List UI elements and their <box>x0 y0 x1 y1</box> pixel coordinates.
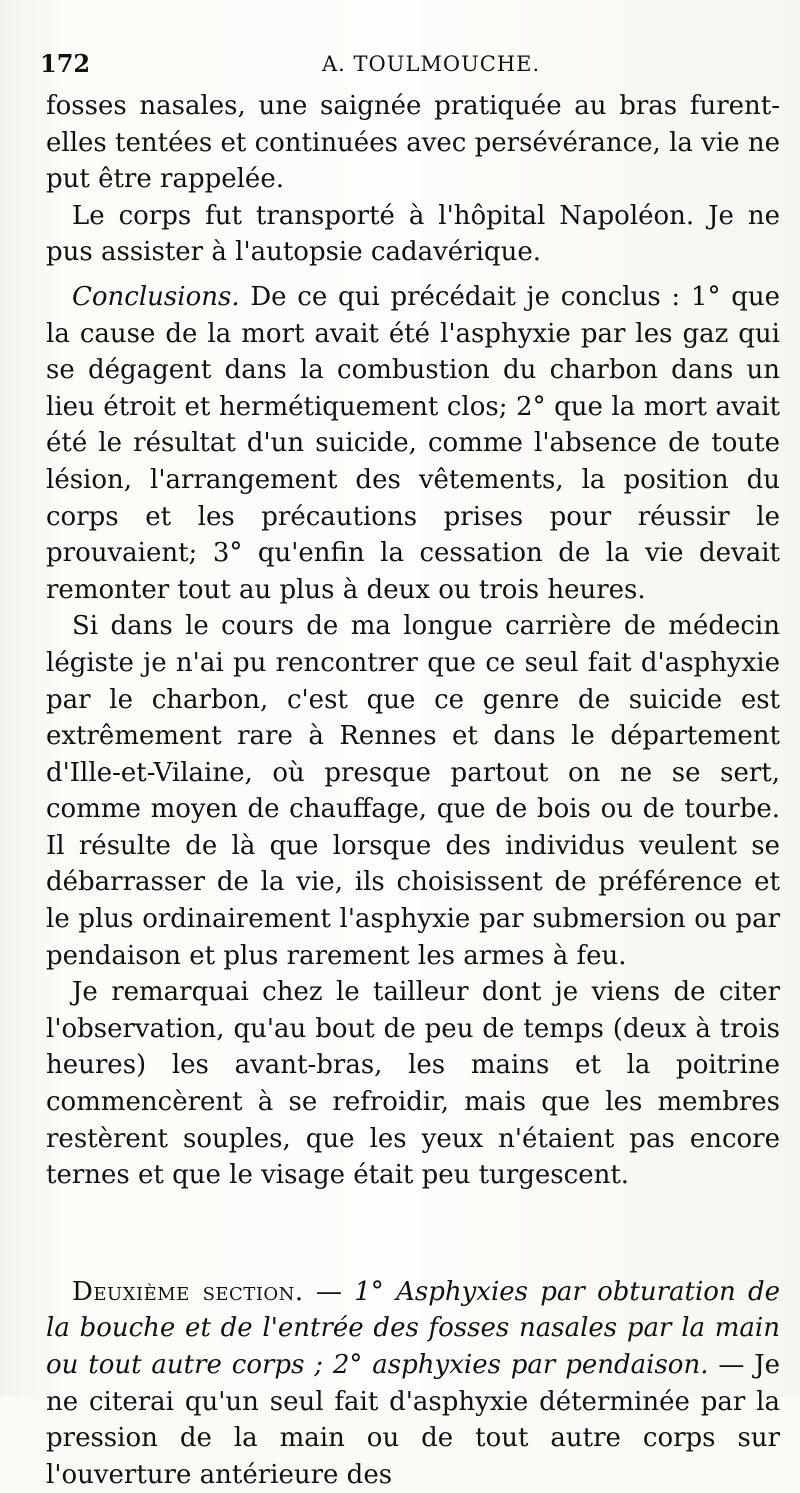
section-dash: — <box>303 1276 355 1307</box>
conclusions-heading: Conclusions. <box>72 281 240 312</box>
paragraph-text: Le corps fut transporté à l'hôpital Napoléon. Je ne pus assister à l'autopsie cadavérique. <box>46 200 780 268</box>
paragraph-text: Je remarquai chez le tailleur dont je viens de citer l'observation, qu'au bout de peu de temps (deux à trois heures) les avant-bras, les mains et la poitrine commencèrent à se refroidir, mais que les membres restèrent souples, que les yeux n'étaient pas encore ternes et que le visage était peu turgescent. <box>46 977 780 1191</box>
page-number: 172 <box>40 49 91 78</box>
section-subtitle: 1° Asphyxies par obturation de la bouche et de l'entrée des fosses nasales par la main ou tout autre corps ; 2° asphyxies par pendaison. <box>46 1276 781 1380</box>
paragraph-continuation <box>46 88 780 198</box>
paragraph-text: De ce qui précédait je conclus : 1° que la cause de la mort avait été l'asphyxie par les gaz qui se dégagent dans la combustion du charbon dans un lieu étroit et hermétiquement clos; 2° que la mort avait été le résultat d'un suicide, comme l'absence de toute lésion, l'arrangement des vêtements, la position du corps et les précautions prises pour réussir le prouvaient; 3° qu'enfin la cessation de la vie devait remonter tout au plus à deux ou trois heures. <box>46 281 780 605</box>
paragraph-text: Si dans le cours de ma longue carrière de médecin légiste je n'ai pu rencontrer que ce seul fait d'asphyxie par le charbon, c'est que ce genre de suicide est extrêmement rare à Rennes et dans le département d'Ille-et-Vilaine, où presque partout on ne se sert, comme moyen de chauffage, que de bois ou de tourbe. Il résulte de là que lorsque des individus veulent se débarrasser de la vie, ils choisissent de préférence et le plus ordinairement l'asphyxie par submersion ou par pendaison et plus rarement les armes à feu. <box>46 611 780 971</box>
paragraph-text: — Je ne citerai qu'un seul fait d'asphyxie déterminée par la pression de la main ou de tout autre corps sur l'ouverture antérieure des <box>46 1350 780 1490</box>
paragraph-career <box>46 608 780 974</box>
paragraph-observation <box>46 974 780 1194</box>
paragraph-text: fosses nasales, une saignée pratiquée au bras furent-elles tentées et continuées avec persévérance, la vie ne put être rappelée. <box>46 91 780 195</box>
paragraph-second-section <box>46 1274 780 1493</box>
paragraph-transport <box>46 198 780 271</box>
running-head: A. TOULMOUCHE. <box>322 52 541 76</box>
paragraph-conclusions <box>46 279 780 608</box>
section-heading: Deuxième section. <box>72 1276 304 1307</box>
body-text <box>46 88 781 1490</box>
page-header <box>40 44 780 84</box>
